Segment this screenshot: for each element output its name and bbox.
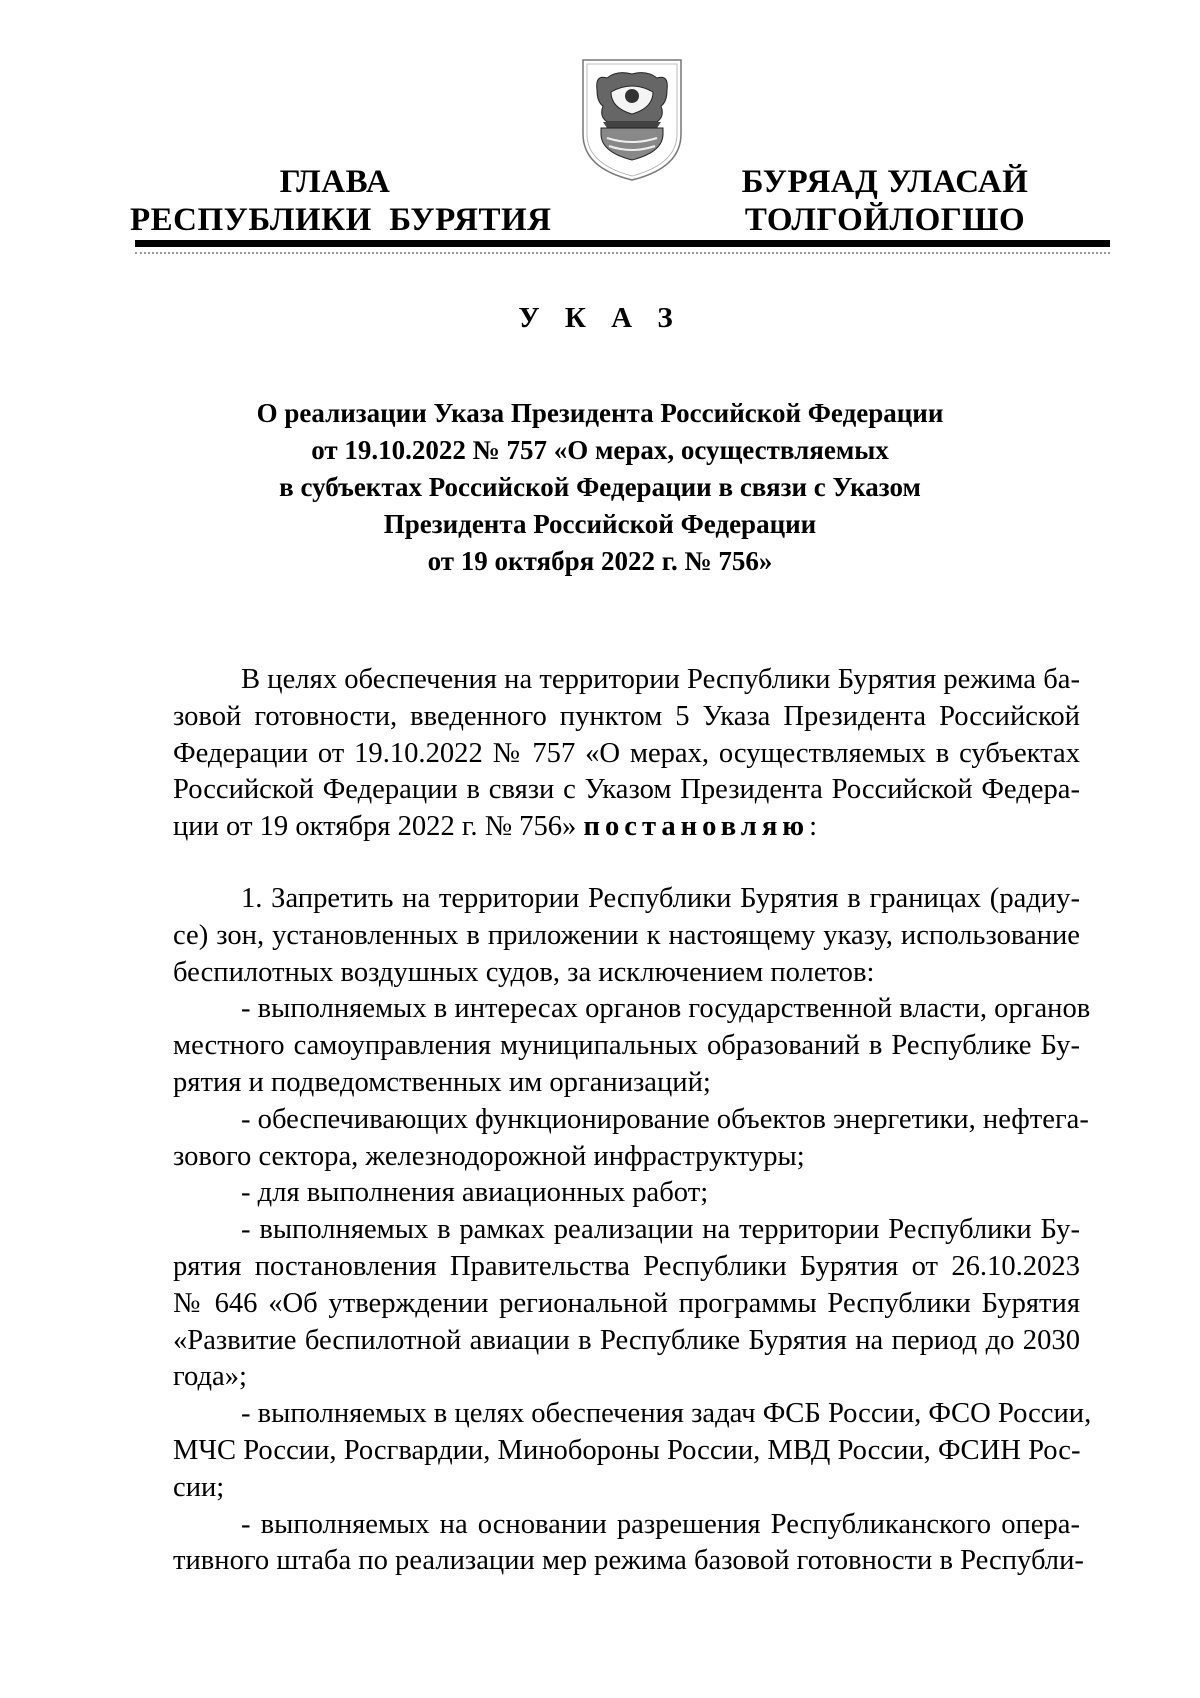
- decree-colon: :: [809, 811, 818, 843]
- preamble-line: ции от 19 октября 2022 г. № 756»: [173, 811, 584, 843]
- subject-line: Президента Российской Федерации: [383, 509, 817, 539]
- paragraph-gap: [173, 846, 1080, 881]
- preamble-line: Российской Федерации в связи с Указом Президента Российской Федера-: [173, 774, 1080, 806]
- item-line: рятия и подведомственных им организаций;: [173, 1066, 711, 1098]
- item-line: - выполняемых в интересах органов государственной власти, органов: [241, 993, 1091, 1025]
- item-line: сии;: [173, 1471, 225, 1503]
- item-line: местного самоуправления муниципальных образований в Республике Бу-: [173, 1030, 1080, 1062]
- item-line: се) зон, установленных в приложении к настоящему указу, использование: [173, 919, 1080, 951]
- item-line: МЧС России, Росгвардии, Минобороны России, МВД России, ФСИН Рос-: [173, 1434, 1081, 1466]
- item-line: - для выполнения авиационных работ;: [241, 1177, 709, 1209]
- issuer-line: БУРЯАД УЛАСАЙ: [741, 164, 1029, 200]
- item-line: тивного штаба по реализации мер режима базовой готовности в Республи-: [173, 1545, 1084, 1577]
- buryatia-coat-of-arms-icon: [577, 56, 687, 184]
- decree-subject: [200, 395, 1000, 580]
- item-line: - выполняемых в рамках реализации на территории Республики Бу-: [241, 1214, 1080, 1246]
- item-line: «Развитие беспилотной авиации в Республике Бурятия на период до 2030: [173, 1324, 1080, 1356]
- issuer-line: ГЛАВА: [279, 164, 391, 200]
- item-line: - выполняемых в целях обеспечения задач ФСБ России, ФСО России,: [241, 1398, 1092, 1430]
- subject-line: в субъектах Российской Федерации в связи с Указом: [279, 472, 921, 502]
- issuer-title-russian: [130, 163, 552, 239]
- decree-body: [173, 662, 1092, 1580]
- issuer-line: РЕСПУБЛИКИ БУРЯТИЯ: [130, 202, 552, 238]
- item-line: № 646 «Об утверждении региональной программы Республики Бурятия: [173, 1287, 1080, 1319]
- subject-line: О реализации Указа Президента Российской Федерации: [256, 398, 944, 428]
- subject-line: от 19 октября 2022 г. № 756»: [427, 546, 773, 576]
- item-line: беспилотных воздушных судов, за исключением полетов:: [173, 956, 875, 988]
- item-line: - обеспечивающих функционирование объектов энергетики, нефтега-: [241, 1103, 1089, 1135]
- item-line: года»;: [173, 1361, 247, 1393]
- item-line: рятия постановления Правительства Республики Бурятия от 26.10.2023: [173, 1250, 1080, 1282]
- item-line: 1. Запретить на территории Республики Бурятия в границах (радиу-: [241, 882, 1080, 914]
- preamble-line: В целях обеспечения на территории Республики Бурятия режима ба-: [241, 664, 1080, 695]
- subject-line: от 19.10.2022 № 757 «О мерах, осуществляемых: [311, 435, 889, 465]
- header-divider-dotted: [135, 252, 1110, 254]
- preamble-last-line: [173, 809, 1080, 846]
- item-line: зового сектора, железнодорожной инфраструктуры;: [173, 1140, 805, 1172]
- issuer-title-buryat: [725, 163, 1045, 239]
- document-type-title: У К А З: [518, 302, 682, 334]
- decree-word: постановляю: [583, 811, 810, 843]
- issuer-line: ТОЛГОЙЛОГШО: [744, 202, 1026, 238]
- preamble-line: зовой готовности, введенного пунктом 5 Указа Президента Российской: [173, 700, 1080, 732]
- preamble-line: Федерации от 19.10.2022 № 757 «О мерах, осуществляемых в субъектах: [173, 737, 1080, 769]
- header-divider: [135, 240, 1110, 247]
- item-line: - выполняемых на основании разрешения Республиканского опера-: [241, 1508, 1080, 1540]
